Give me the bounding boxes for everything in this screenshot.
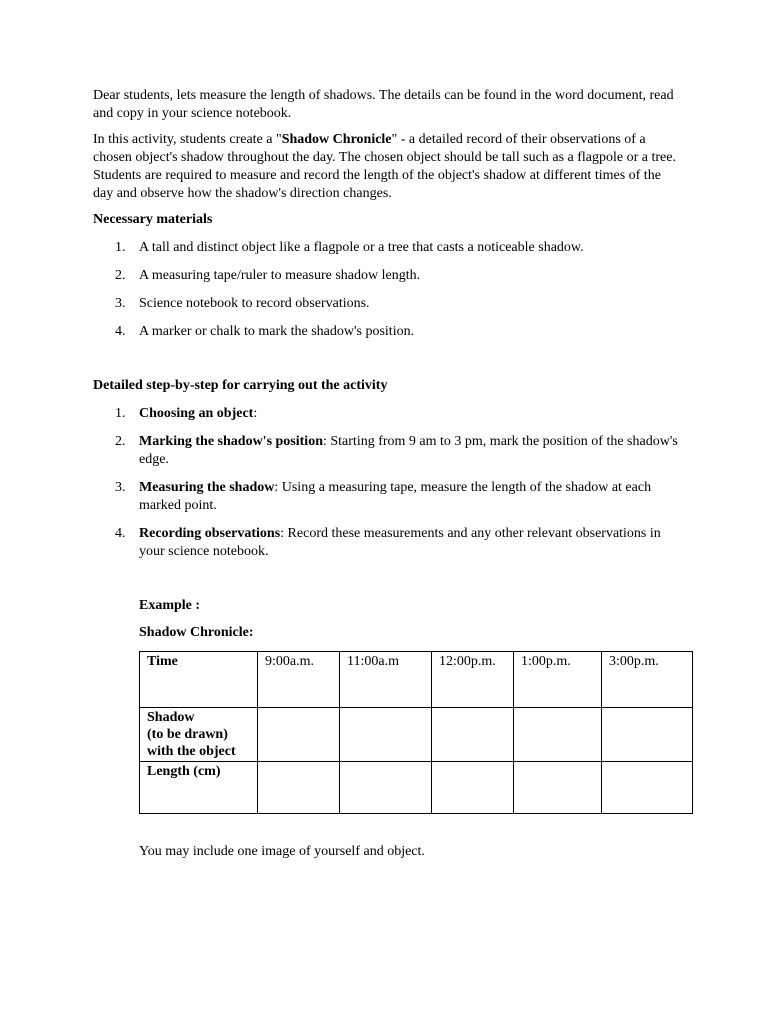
step-text: : Record these measurements and any other relevant observations in your science notebook. [139,526,661,559]
intro-paragraph: Dear students, lets measure the length of shadows. The details can be found in the word document, read and copy in your science notebook. [93,88,674,121]
steps-list [93,405,683,561]
step-title: Measuring the shadow [139,480,275,495]
list-item [93,479,683,515]
table-cell-time: 3:00p.m. [602,652,693,708]
shadow-label-line: Shadow [147,710,195,725]
table-row-time [140,652,693,708]
table-cell-time: 12:00p.m. [432,652,514,708]
activity-text-after: " - a detailed record of their observations of a chosen object's shadow throughout the day. The chosen object should be tall such as a flagpole or a tree. Students are required to measure and record the length of the object's shadow at different times of the day and observe how the shadow's direction changes. [93,132,676,201]
step-title: Marking the shadow's position [139,434,323,449]
list-item-text: A measuring tape/ruler to measure shadow length. [139,268,421,283]
list-item [93,267,683,285]
table-cell-time: 9:00a.m. [258,652,340,708]
table-cell-empty [432,762,514,814]
step-text: : [253,406,258,421]
table-cell-empty [432,708,514,762]
list-number: 3. [115,480,126,495]
table-cell-empty [602,762,693,814]
list-item [93,295,683,313]
table-cell-shadow-header [140,708,258,762]
list-item [93,405,683,423]
table-cell-time: 1:00p.m. [514,652,602,708]
shadow-chronicle-term: Shadow Chronicle [281,132,392,147]
shadow-chronicle-table [139,651,693,814]
list-number: 1. [115,406,126,421]
list-item-text: A tall and distinct object like a flagpole or a tree that casts a noticeable shadow. [139,240,584,255]
shadow-chronicle-label: Shadow Chronicle: [139,625,254,640]
list-item [93,323,683,341]
table-cell-empty [514,708,602,762]
table-cell-empty [340,762,432,814]
table-cell-empty [602,708,693,762]
list-item-text: A marker or chalk to mark the shadow's position. [139,324,415,339]
materials-list [93,239,683,341]
footer-note: You may include one image of yourself and object. [139,844,425,859]
table-cell-empty [514,762,602,814]
step-text: : Starting from 9 am to 3 pm, mark the position of the shadow's edge. [139,434,678,467]
list-number: 2. [115,268,126,283]
table-cell-empty [340,708,432,762]
table-row-length [140,762,693,814]
list-number: 3. [115,296,126,311]
table-cell-time-header: Time [140,652,258,708]
table-cell-empty [258,762,340,814]
example-label: Example : [139,598,201,613]
list-item-text: Science notebook to record observations. [139,296,370,311]
activity-text-before: In this activity, students create a " [93,132,282,147]
list-item [93,525,683,561]
step-text: : Using a measuring tape, measure the length of the shadow at each marked point. [139,480,652,513]
list-item [93,239,683,257]
list-item [93,433,683,469]
shadow-label-line: with the object [147,744,236,759]
activity-paragraph [93,131,683,203]
list-number: 2. [115,434,126,449]
table-cell-length-header: Length (cm) [140,762,258,814]
list-number: 4. [115,324,126,339]
table-cell-empty [258,708,340,762]
list-number: 4. [115,526,126,541]
list-number: 1. [115,240,126,255]
steps-heading: Detailed step-by-step for carrying out the activity [93,378,388,393]
shadow-label-line: (to be drawn) [147,727,228,742]
step-title: Choosing an object [139,406,254,421]
step-title: Recording observations [139,526,281,541]
document-page [93,87,683,861]
table-row-shadow [140,708,693,762]
materials-heading: Necessary materials [93,212,213,227]
table-cell-time: 11:00a.m [340,652,432,708]
